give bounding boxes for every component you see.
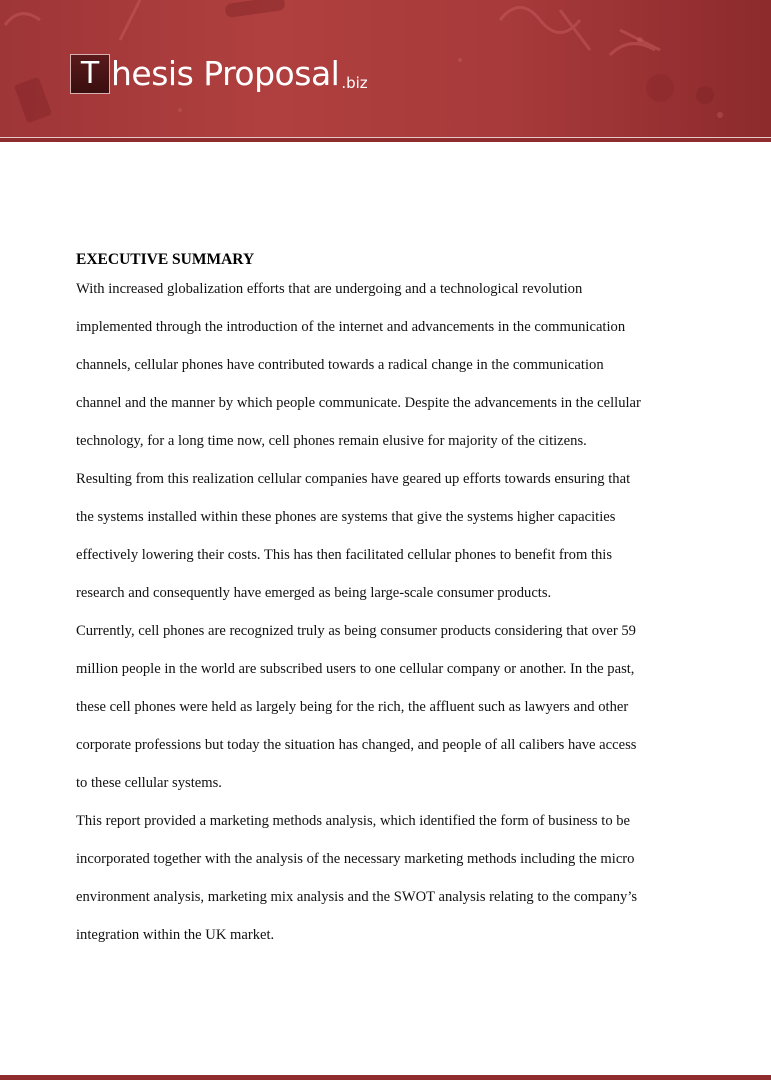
footer-divider [0,1075,771,1080]
section-heading: EXECUTIVE SUMMARY [76,251,255,268]
site-logo[interactable] [70,50,368,94]
paragraph-1 [76,270,716,612]
text-line: implemented through the introduction of the internet and advancements in the communication [76,319,626,335]
text-line: channel and the manner by which people communicate. Despite the advancements in the cellular [76,395,641,411]
page-header-banner [0,0,771,137]
text-line: channels, cellular phones have contributed towards a radical change in the communication [76,357,604,373]
text-line: corporate professions but today the situation has changed, and people of all calibers have access [76,737,637,753]
text-line: With increased globalization efforts that are undergoing and a technological revolution [76,281,583,297]
logo-initial: T [70,54,110,94]
text-line: Resulting from this realization cellular companies have geared up efforts towards ensuring that [76,471,631,487]
text-line: to these cellular systems. [76,775,222,791]
paragraph-2 [76,612,716,802]
logo-tld: .biz [341,74,368,92]
text-line: million people in the world are subscribed users to one cellular company or another. In the past, [76,661,635,677]
text-line: effectively lowering their costs. This has then facilitated cellular phones to benefit from this [76,547,613,563]
text-line: environment analysis, marketing mix analysis and the SWOT analysis relating to the company’s [76,889,638,905]
header-divider [0,137,771,142]
document-body [76,249,716,954]
text-line: This report provided a marketing methods analysis, which identified the form of business to be [76,813,631,829]
text-line: the systems installed within these phones are systems that give the systems higher capacities [76,509,616,525]
paperclip-shape [5,14,40,25]
text-line: these cell phones were held as largely being for the rich, the affluent such as lawyers and other [76,699,629,715]
paragraph-3 [76,802,716,954]
text-line: Currently, cell phones are recognized truly as being consumer products considering that over 59 [76,623,636,639]
logo-name: hesis Proposal [111,54,340,93]
text-line: technology, for a long time now, cell phones remain elusive for majority of the citizens. [76,433,587,449]
text-line: incorporated together with the analysis of the necessary marketing methods including the micro [76,851,635,867]
text-line: integration within the UK market. [76,927,275,943]
text-line: research and consequently have emerged as being large-scale consumer products. [76,585,552,601]
